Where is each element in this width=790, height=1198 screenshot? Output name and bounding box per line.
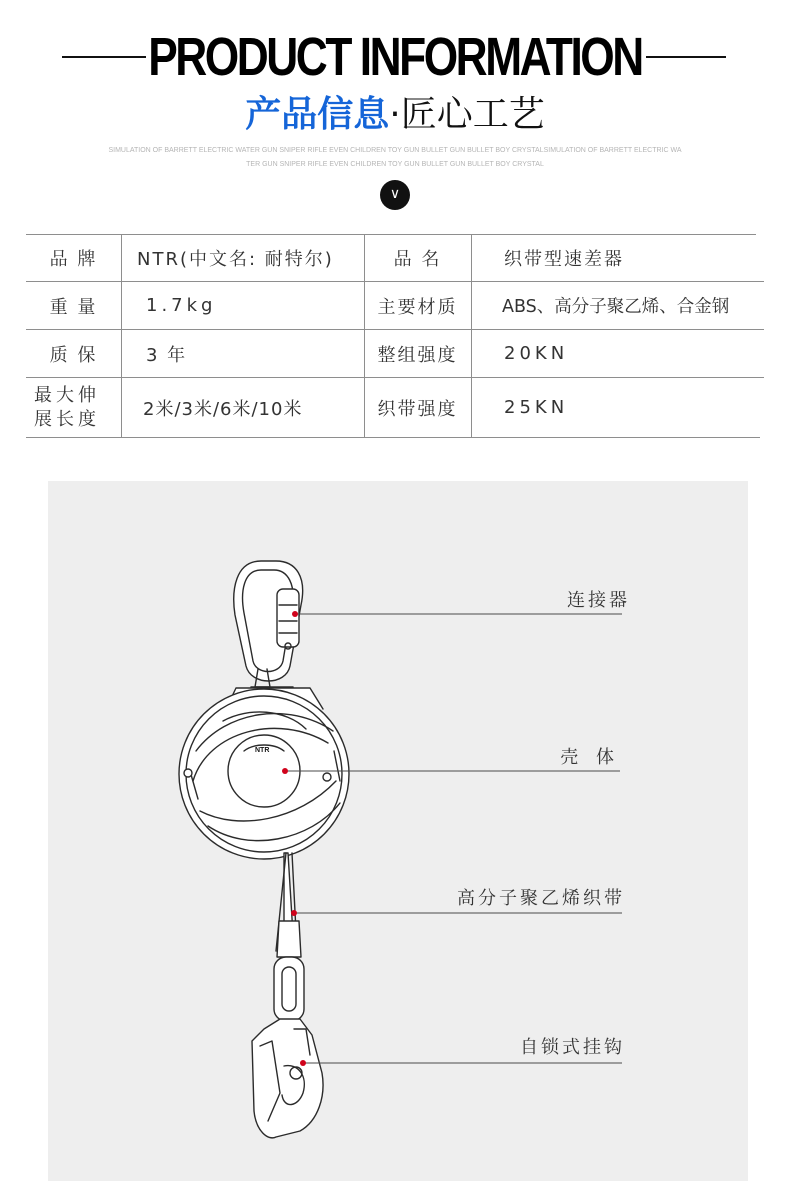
spec-value-assembly-strength: 20KN xyxy=(504,343,569,364)
spec-key-max-length: 最大伸展长度 xyxy=(34,384,100,430)
spec-value-max-length: 2米/3米/6米/10米 xyxy=(143,398,303,420)
label-webbing: 高分子聚乙烯织带 xyxy=(457,888,625,909)
spec-value-material: ABS、高分子聚乙烯、合金钢 xyxy=(502,297,730,317)
marker-hook xyxy=(300,1060,306,1066)
spec-key-material: 主要材质 xyxy=(377,296,458,318)
spec-table xyxy=(26,234,764,439)
subtitle-secondary: 匠心工艺 xyxy=(400,94,545,135)
page-subtitle xyxy=(0,92,790,138)
fine-print-line-2: TER GUN SNIPER RIFLE EVEN CHILDREN TOY GUN BULLET GUN BULLET BOY CRYSTAL xyxy=(246,161,544,168)
marker-webbing xyxy=(291,910,297,916)
chevron-down-icon: ∨ xyxy=(380,180,410,210)
spec-key-assembly-strength: 整组强度 xyxy=(377,344,458,366)
page-title: PRODUCT INFORMATION xyxy=(148,27,642,87)
product-diagram xyxy=(48,481,748,1181)
table-divider xyxy=(121,234,122,437)
subtitle-dot: · xyxy=(389,94,401,135)
spec-key-webbing-strength: 织带强度 xyxy=(377,398,458,420)
brand-mark: NTR xyxy=(255,747,270,754)
spec-value-webbing-strength: 25KN xyxy=(504,397,569,418)
table-divider xyxy=(471,234,472,437)
spec-key-product-name: 品 名 xyxy=(393,248,442,270)
spec-key-warranty: 质 保 xyxy=(49,344,98,366)
table-rule xyxy=(26,437,760,438)
spec-value-brand: NTR(中文名: 耐特尔) xyxy=(137,248,334,270)
spec-value-warranty: 3 年 xyxy=(146,344,188,366)
marker-housing xyxy=(282,768,288,774)
retractable-lifeline-drawing xyxy=(48,481,748,1181)
label-hook: 自锁式挂钩 xyxy=(520,1037,625,1058)
subtitle-highlight: 产品信息 xyxy=(245,94,390,135)
carabiner-gate xyxy=(277,589,299,647)
snap-hook xyxy=(252,1019,323,1138)
spec-key-brand: 品 牌 xyxy=(49,248,98,270)
spec-value-product-name: 织带型速差器 xyxy=(504,248,624,270)
spec-key-weight: 重 量 xyxy=(49,296,98,318)
label-connector: 连接器 xyxy=(567,590,630,611)
label-housing: 壳 体 xyxy=(560,747,620,768)
fine-print-line-1: SIMULATION OF BARRETT ELECTRIC WATER GUN SNIPER RIFLE EVEN CHILDREN TOY GUN BULLET GUN BULLET BOY CRYSTALSIMULATION OF BARRETT ELECTRIC WA xyxy=(108,147,682,154)
marker-connector xyxy=(292,611,298,617)
spec-value-weight: 1.7kg xyxy=(146,295,217,316)
